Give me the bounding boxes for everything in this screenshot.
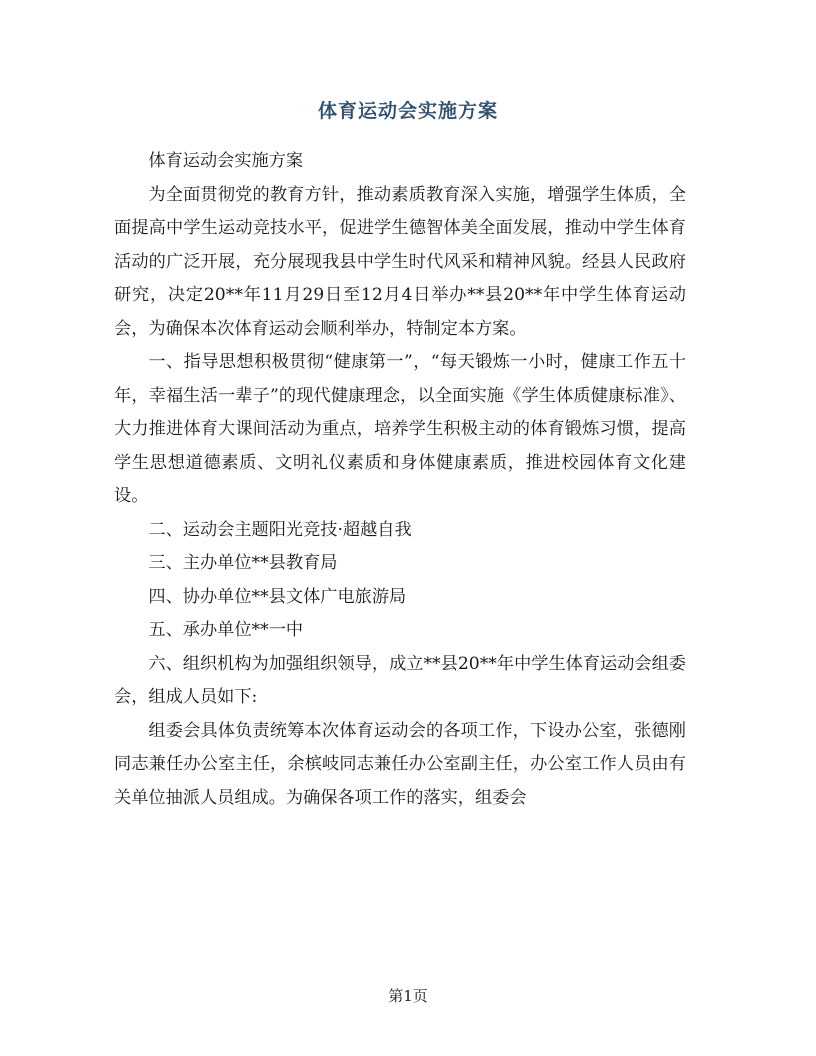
paragraph-undertaker: 五、承办单位**一中 [148, 620, 304, 640]
paragraph-host: 三、主办单位**县教育局 [148, 553, 338, 573]
document-title: 体育运动会实施方案 [317, 100, 498, 122]
paragraph-co-organizer: 四、协办单位**县文体广电旅游局 [148, 586, 407, 607]
paragraph-intro: 为全面贯彻党的教育方针，推动素质教育深入实施，增强学生体质，全面提高中学生运动竞技水平，促进学生德智体美全面发展，推动中学生体育活动的广泛开展，充分展现我县中学生时代风采和精神风貌。经县人民政府研究，决定20**年11月29日至12月4日举办**县20**年中学生体育运动会，为确保本次体育运动会顺利举办，特制定本方案。 [114, 184, 686, 339]
paragraph-heading: 体育运动会实施方案 [148, 151, 304, 171]
paragraph-theme: 二、运动会主题阳光竞技·超越自我 [148, 519, 412, 540]
document-body [114, 145, 686, 815]
page-number: 第1页 [388, 987, 428, 1005]
paragraph-organization: 六、组织机构为加强组织领导，成立**县20**年中学生体育运动会组委会，组成人员如下: [114, 653, 686, 707]
paragraph-guiding-ideology: 一、指导思想积极贯彻“健康第一”，“每天锻炼一小时，健康工作五十年，幸福生活一辈子”的现代健康理念，以全面实施《学生体质健康标准》、大力推进体育大课间活动为重点，培养学生积极主动的体育锻炼习惯，提高学生思想道德素质、文明礼仪素质和身体健康素质，推进校园体育文化建设。 [114, 352, 686, 506]
paragraph-committee: 组委会具体负责统筹本次体育运动会的各项工作，下设办公室，张德刚同志兼任办公室主任，余槟岐同志兼任办公室副主任，办公室工作人员由有关单位抽派人员组成。为确保各项工作的落实，组委会 [114, 720, 686, 808]
